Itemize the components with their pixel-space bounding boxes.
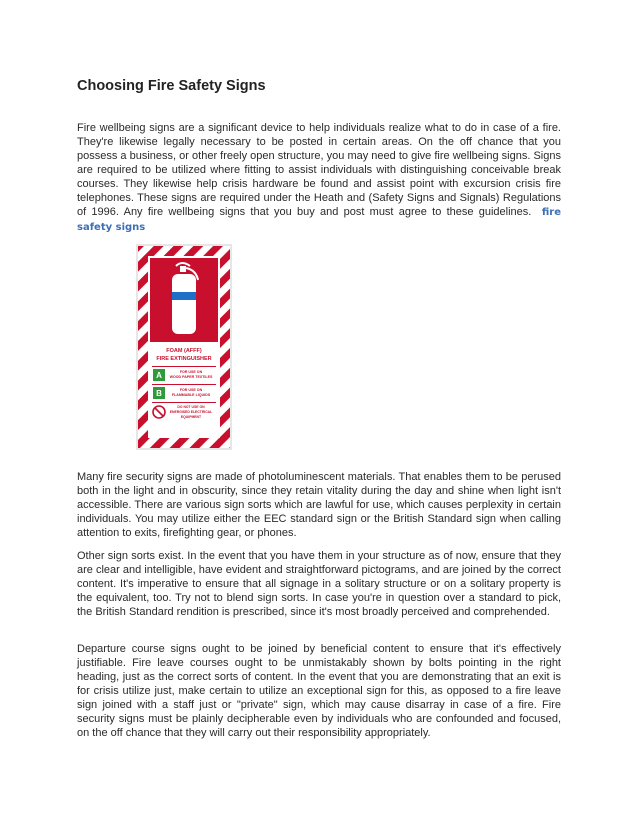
sign-row-2-line-1: FOR USE ON xyxy=(179,388,203,392)
fire-safety-signs-link[interactable]: fire safety signs xyxy=(77,207,561,233)
page-title: Choosing Fire Safety Signs xyxy=(77,78,266,94)
sign-heading-line-1: FOAM (AFFF) xyxy=(166,348,202,354)
paragraph-departure-signs: Departure course signs ought to be joined by beneficial content to ensure that it's effectively justifiable. Fire leave courses ought to be unmistakably shown by bolts pointing in the right heading, just as the correct sorts of content. In the event that you are demonstrating that an exit is for crisis utilize just, make certain to utilize an exceptional sign for this, as opposed to a fire leave sign joined with a staff just or "private" sign, which may cause disarray in case of a fire. Fire security signs must be plainly decipherable even by individuals who are confounded and focused, on the off chance that they will carry out their responsibility appropriately. xyxy=(77,643,561,739)
paragraph-intro-text: Fire wellbeing signs are a significant device to help individuals realize what to do in case of a fire. They're likewise legally necessary to be posted in certain areas. On the off chance that you possess a business, or other freely open structure, you may need to give fire wellbeing signs. Signs are required to be utilized where fitting to assist individuals with distinguishing conceivable break courses. They likewise help crisis hardware be found and assist point with excursion crisis fire telephones. These signs are required under the Heath and (Safety Signs and Signals) Regulations of 1996. Any fire wellbeing signs that you buy and post must agree to these guidelines. xyxy=(77,122,561,218)
paragraph-photoluminescent: Many fire security signs are made of photoluminescent materials. That enables them to be perused both in the light and in obscurity, since they retain vitality during the day and shine when light isn't accessible. There are various sign sorts which are lawful for use, which causes perplexity in certain individuals. You may utilize either the EEC standard sign or the British Standard sign when calling attention to exits, firefighting gear, or phones. xyxy=(77,471,561,539)
paragraph-sign-sorts: Other sign sorts exist. In the event that you have them in your structure as of now, ensure that they are clear and intelligible, have evident and straightforward pictograms, and are joined by the correct content. It's imperative to ensure that all signage in a solitary structure or on a solitary property is the equivalent, too. Try not to blend sign sorts. In case you're in question over a standard to pick, the British Standard rendition is prescribed, since it's most broadly perceived and comprehended. xyxy=(77,550,561,618)
svg-text:A: A xyxy=(156,371,162,380)
fire-extinguisher-sign-image xyxy=(136,244,232,450)
sign-row-3-line-3: EQUIPMENT xyxy=(180,415,202,419)
sign-row-2-line-2: FLAMMABLE LIQUIDS xyxy=(171,393,211,397)
sign-heading-line-2: FIRE EXTINGUISHER xyxy=(156,356,212,362)
svg-text:B: B xyxy=(156,389,162,398)
paragraph-intro xyxy=(77,121,561,235)
sign-row-3-line-2: ENERGISED ELECTRICAL xyxy=(169,410,213,414)
sign-row-1-line-2: WOOD PAPER TEXTILES xyxy=(169,375,213,379)
fire-extinguisher-sign xyxy=(136,244,232,450)
sign-row-3-line-1: DO NOT USE ON xyxy=(177,405,205,409)
sign-row-1-line-1: FOR USE ON xyxy=(179,370,203,374)
